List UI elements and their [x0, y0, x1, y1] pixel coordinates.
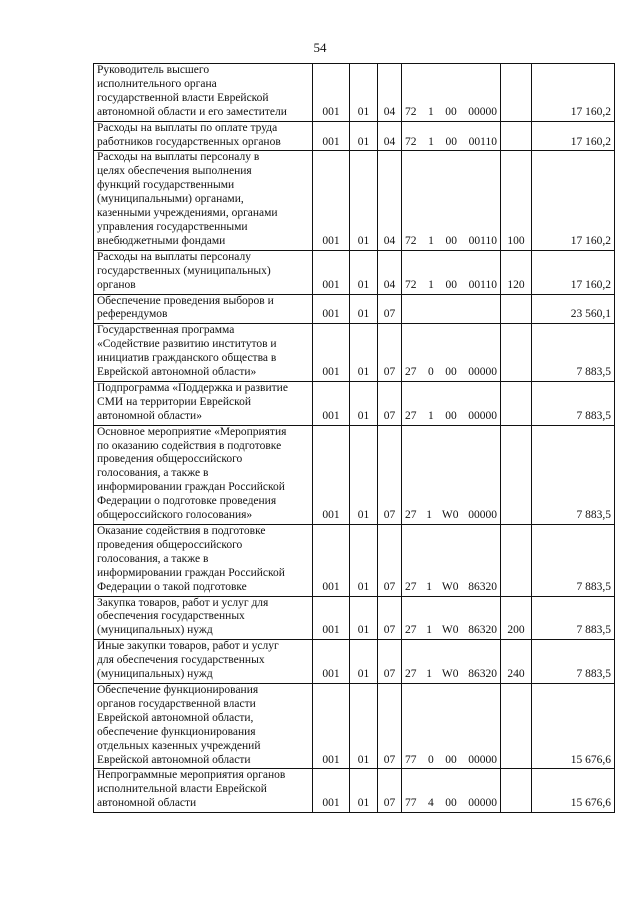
description-line: Федерации о подготовке проведения	[97, 495, 277, 508]
target-article-part: 77	[405, 797, 417, 810]
description-line: казенными учреждениями, органами	[97, 207, 278, 220]
description-line: Руководитель высшего	[97, 64, 210, 76]
ministry-code: 001	[313, 294, 350, 324]
expense-type-code: 240	[501, 640, 532, 684]
description-line: автономной области и его заместители	[97, 105, 287, 118]
description-line: по оказанию содействия в подготовке	[97, 439, 282, 452]
target-article-part: 4	[428, 797, 434, 810]
section-code: 01	[350, 250, 378, 294]
description-line: Еврейской автономной области,	[97, 711, 254, 724]
amount: 7 883,5	[532, 525, 615, 597]
expense-description	[94, 769, 313, 813]
target-article-code	[402, 769, 501, 813]
target-article-part: W0	[441, 624, 459, 637]
description-line: исполнительной власти Еврейской	[97, 783, 267, 796]
target-article-part: 1	[426, 509, 433, 522]
subsection-code: 07	[378, 683, 402, 768]
target-article-part: 00110	[468, 135, 497, 148]
section-code: 01	[350, 294, 378, 324]
page-number: 54	[313, 40, 327, 55]
table-row	[94, 381, 615, 425]
expense-type-code: 100	[501, 151, 532, 250]
expense-type-code	[501, 324, 532, 382]
description-line: Обеспечение функционирования	[97, 683, 259, 696]
target-article-part: 00	[445, 105, 457, 118]
description-line: обеспечения государственных	[97, 610, 245, 623]
description-line: инициатив гражданского общества в	[97, 352, 277, 365]
target-article-part: W0	[441, 580, 459, 593]
target-article-code	[402, 525, 501, 597]
target-article-code	[402, 294, 501, 324]
ministry-code: 001	[313, 640, 350, 684]
target-article-part: 27	[405, 366, 417, 379]
section-code: 01	[350, 151, 378, 250]
description-line: целях обеспечения выполнения	[97, 165, 252, 178]
description-line: голосования, а также в	[97, 467, 209, 480]
ministry-code: 001	[313, 121, 350, 151]
description-line: (муниципальных) нужд	[97, 668, 213, 681]
target-article-part: 00	[445, 278, 458, 291]
target-article-part: 27	[405, 668, 417, 681]
expense-description	[94, 250, 313, 294]
target-article-code	[402, 683, 501, 768]
subsection-code: 07	[378, 769, 402, 813]
target-article-part: 00000	[468, 753, 497, 766]
section-code: 01	[350, 525, 378, 597]
expense-description	[94, 596, 313, 640]
description-line: автономной области»	[97, 409, 202, 422]
table-row	[94, 596, 615, 640]
amount: 15 676,6	[532, 683, 615, 768]
description-line: проведения общероссийского	[97, 538, 243, 551]
amount: 17 160,2	[532, 121, 615, 151]
target-article-part: 1	[426, 580, 433, 593]
description-line: Федерации о такой подготовке	[97, 580, 247, 593]
target-article-part: 72	[405, 135, 417, 148]
target-article-part: 72	[405, 234, 417, 247]
expense-type-code	[501, 121, 532, 151]
expense-type-code	[501, 683, 532, 768]
description-line: информировании граждан Российской	[97, 481, 285, 494]
section-code: 01	[350, 683, 378, 768]
target-article-part: 00000	[468, 366, 497, 379]
ministry-code: 001	[313, 324, 350, 382]
expense-type-code	[501, 425, 532, 524]
expense-type-code	[501, 381, 532, 425]
expense-description	[94, 151, 313, 250]
expense-description	[94, 294, 313, 324]
subsection-code: 04	[378, 121, 402, 151]
table-row	[94, 769, 615, 813]
expense-type-code	[501, 769, 532, 813]
expense-type-code: 120	[501, 250, 532, 294]
target-article-code	[402, 151, 501, 250]
subsection-code: 07	[378, 596, 402, 640]
description-line: государственных (муниципальных)	[97, 264, 271, 277]
target-article-part: 00	[445, 797, 457, 810]
description-line: общероссийского голосования»	[97, 509, 253, 522]
description-line: голосования, а также в	[97, 552, 209, 565]
expense-description	[94, 64, 313, 122]
target-article-code	[402, 250, 501, 294]
expense-description	[94, 525, 313, 597]
ministry-code: 001	[313, 596, 350, 640]
budget-table	[93, 63, 615, 813]
amount: 7 883,5	[532, 596, 615, 640]
subsection-code: 07	[378, 294, 402, 324]
target-article-part: 00	[445, 366, 457, 379]
description-line: Оказание содействия в подготовке	[97, 525, 266, 537]
target-article-part: 00000	[468, 409, 497, 422]
table-row	[94, 525, 615, 597]
amount: 7 883,5	[532, 425, 615, 524]
table-row	[94, 324, 615, 382]
description-line: Иные закупки товаров, работ и услуг	[97, 640, 279, 653]
description-line: проведения общероссийского	[97, 453, 243, 466]
description-line: Непрограммные мероприятия органов	[97, 769, 286, 782]
table-row	[94, 250, 615, 294]
description-line: функций государственными	[97, 179, 235, 192]
description-line: Основное мероприятие «Мероприятия	[97, 425, 287, 438]
expense-description	[94, 640, 313, 684]
target-article-part: 00110	[468, 278, 497, 291]
description-line: обеспечение функционирования	[97, 725, 256, 738]
target-article-part: 27	[405, 624, 417, 637]
subsection-code: 07	[378, 381, 402, 425]
ministry-code: 001	[313, 381, 350, 425]
section-code: 01	[350, 596, 378, 640]
target-article-part: 86320	[468, 580, 497, 593]
subsection-code: 04	[378, 151, 402, 250]
description-line: исполнительного органа	[97, 77, 217, 90]
description-line: Обеспечение проведения выборов и	[97, 294, 274, 307]
subsection-code: 07	[378, 324, 402, 382]
target-article-part: 00	[445, 135, 458, 148]
section-code: 01	[350, 769, 378, 813]
target-article-part: 00	[445, 753, 457, 766]
description-line: Закупка товаров, работ и услуг для	[97, 596, 269, 609]
target-article-part: 27	[405, 409, 417, 422]
table-row	[94, 64, 615, 122]
target-article-part: 1	[428, 105, 434, 118]
target-article-part: 27	[405, 509, 417, 522]
target-article-part: 1	[428, 409, 434, 422]
expense-type-code	[501, 64, 532, 122]
amount: 17 160,2	[532, 250, 615, 294]
target-article-part: 00110	[468, 234, 497, 247]
target-article-part: 00	[445, 234, 458, 247]
table-row	[94, 425, 615, 524]
description-line: Расходы на выплаты по оплате труда	[97, 121, 278, 134]
description-line: референдумов	[97, 308, 168, 321]
expense-type-code	[501, 525, 532, 597]
ministry-code: 001	[313, 250, 350, 294]
amount: 7 883,5	[532, 640, 615, 684]
target-article-part: 72	[405, 278, 417, 291]
target-article-part: 72	[405, 105, 417, 118]
description-line: Подпрограмма «Поддержка и развитие	[97, 381, 288, 394]
target-article-part: 1	[426, 624, 433, 637]
description-line: отдельных казенных учреждений	[97, 739, 261, 752]
subsection-code: 04	[378, 64, 402, 122]
expense-description	[94, 381, 313, 425]
description-line: государственной власти Еврейской	[97, 91, 269, 104]
subsection-code: 07	[378, 425, 402, 524]
subsection-code: 07	[378, 525, 402, 597]
expense-description	[94, 683, 313, 768]
section-code: 01	[350, 64, 378, 122]
target-article-code	[402, 425, 501, 524]
description-line: «Содействие развитию институтов и	[97, 338, 277, 351]
target-article-part: 1	[428, 234, 434, 247]
target-article-part: 86320	[468, 624, 497, 637]
description-line: органов государственной власти	[97, 697, 256, 710]
ministry-code: 001	[313, 683, 350, 768]
expense-type-code: 200	[501, 596, 532, 640]
target-article-part: 0	[428, 366, 434, 379]
target-article-code	[402, 64, 501, 122]
section-code: 01	[350, 121, 378, 151]
amount: 17 160,2	[532, 151, 615, 250]
section-code: 01	[350, 425, 378, 524]
amount: 15 676,6	[532, 769, 615, 813]
target-article-code	[402, 324, 501, 382]
description-line: (муниципальных) нужд	[97, 624, 213, 637]
target-article-part: 00000	[468, 105, 497, 118]
table-row	[94, 294, 615, 324]
amount: 7 883,5	[532, 324, 615, 382]
target-article-part: 1	[428, 135, 434, 148]
ministry-code: 001	[313, 64, 350, 122]
description-line: для обеспечения государственных	[97, 654, 265, 667]
description-line: работников государственных органов	[97, 135, 281, 148]
description-line: (муниципальными) органами,	[97, 193, 244, 206]
target-article-part: 1	[426, 668, 433, 681]
target-article-code	[402, 121, 501, 151]
description-line: органов	[97, 278, 136, 291]
target-article-part: 27	[405, 580, 417, 593]
subsection-code: 04	[378, 250, 402, 294]
target-article-part: 00	[445, 409, 457, 422]
ministry-code: 001	[313, 769, 350, 813]
description-line: Государственная программа	[97, 324, 235, 337]
description-line: Еврейской автономной области	[97, 753, 251, 766]
target-article-part: W0	[441, 668, 459, 681]
target-article-code	[402, 640, 501, 684]
description-line: Еврейской автономной области»	[97, 366, 257, 379]
ministry-code: 001	[313, 151, 350, 250]
target-article-part: 86320	[468, 668, 497, 681]
description-line: информировании граждан Российской	[97, 566, 285, 579]
table-row	[94, 121, 615, 151]
ministry-code: 001	[313, 525, 350, 597]
description-line: внебюджетными фондами	[97, 234, 226, 247]
subsection-code: 07	[378, 640, 402, 684]
target-article-code	[402, 596, 501, 640]
amount: 23 560,1	[532, 294, 615, 324]
amount: 17 160,2	[532, 64, 615, 122]
section-code: 01	[350, 324, 378, 382]
section-code: 01	[350, 381, 378, 425]
target-article-part: 00000	[468, 509, 497, 522]
ministry-code: 001	[313, 425, 350, 524]
target-article-part: W0	[441, 509, 459, 522]
table-row	[94, 683, 615, 768]
amount: 7 883,5	[532, 381, 615, 425]
table-row	[94, 151, 615, 250]
expense-type-code	[501, 294, 532, 324]
description-line: Расходы на выплаты персоналу	[97, 250, 251, 263]
expense-description	[94, 121, 313, 151]
target-article-part: 77	[405, 753, 417, 766]
target-article-part: 00000	[468, 797, 497, 810]
description-line: СМИ на территории Еврейской	[97, 395, 252, 408]
expense-description	[94, 425, 313, 524]
description-line: Расходы на выплаты персоналу в	[97, 151, 260, 164]
section-code: 01	[350, 640, 378, 684]
target-article-part: 1	[428, 278, 434, 291]
description-line: управления государственными	[97, 220, 248, 233]
target-article-part: 0	[428, 753, 434, 766]
table-row	[94, 640, 615, 684]
description-line: автономной области	[97, 797, 197, 810]
expense-description	[94, 324, 313, 382]
target-article-code	[402, 381, 501, 425]
